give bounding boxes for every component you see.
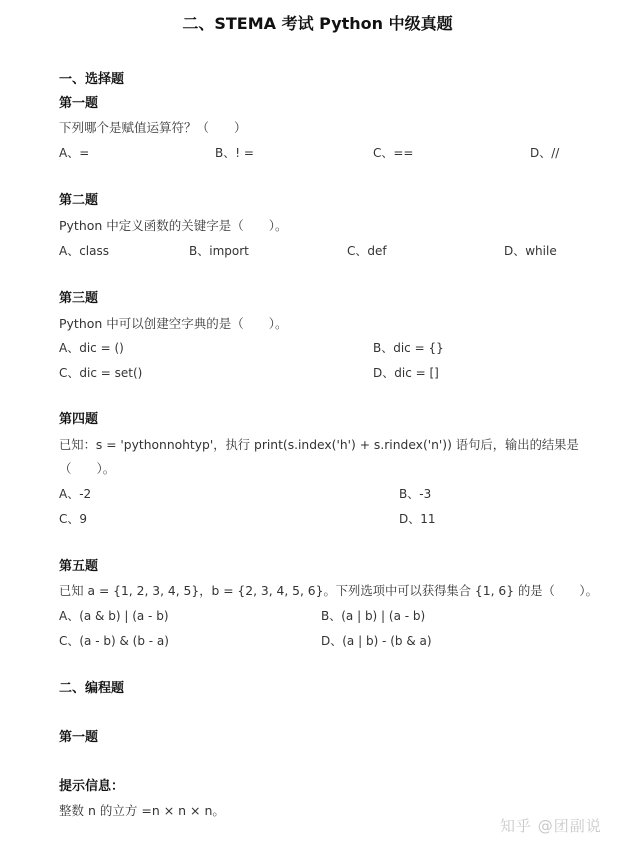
option-a: A、(a & b) | (a - b) — [59, 609, 169, 623]
question-stem: Python 中可以创建空字典的是（ ）。 — [59, 316, 288, 331]
option-c: C、== — [373, 146, 414, 160]
option-b: B、! = — [215, 146, 254, 160]
hint-text: 整数 n 的立方 =n × n × n。 — [59, 803, 225, 818]
option-a: A、dic = () — [59, 341, 124, 355]
option-b: B、dic = {} — [373, 341, 444, 355]
question-label: 第四题 — [59, 412, 99, 427]
option-d: D、11 — [399, 512, 436, 526]
option-c: C、(a - b) & (b - a) — [59, 634, 169, 648]
hint-label: 提示信息： — [59, 779, 125, 794]
option-a: A、-2 — [59, 487, 92, 501]
question-stem: Python 中定义函数的关键字是（ ）。 — [59, 218, 288, 233]
question-label: 第五题 — [59, 559, 99, 574]
option-a: A、= — [59, 146, 90, 160]
question-stem: 已知 a = {1, 2, 3, 4, 5}，b = {2, 3, 4, 5, 6}。下列选项中可以获得集合 {1, 6} 的是（ ）。 — [59, 584, 598, 598]
option-b: B、-3 — [399, 487, 432, 501]
question-label: 第一题 — [59, 96, 99, 111]
option-c: C、dic = set() — [59, 366, 143, 380]
watermark: 知乎 @团副说 — [500, 817, 602, 835]
question-label: 第二题 — [59, 193, 99, 208]
option-d: D、// — [530, 146, 560, 160]
section-heading-programming: 二、编程题 — [59, 681, 125, 696]
option-d: D、dic = [] — [373, 366, 439, 380]
option-d: D、(a | b) - (b & a) — [321, 634, 432, 648]
option-b: B、(a | b) | (a - b) — [321, 609, 426, 623]
option-b: B、import — [189, 244, 249, 258]
option-a: A、class — [59, 244, 109, 258]
question-label: 第三题 — [59, 291, 99, 306]
document-title: 二、STEMA 考试 Python 中级真题 — [182, 14, 453, 33]
question-stem-line2: （ ）。 — [59, 461, 116, 476]
question-stem-line1: 已知：s = 'pythonnohtyp'，执行 print(s.index('h') + s.rindex('n')) 语句后，输出的结果是 — [59, 438, 579, 452]
option-c: C、9 — [59, 512, 88, 526]
section-heading-choice: 一、选择题 — [59, 72, 125, 87]
option-c: C、def — [347, 244, 387, 258]
option-d: D、while — [504, 244, 557, 258]
question-stem: 下列哪个是赋值运算符？（ ） — [59, 120, 247, 135]
programming-question-label: 第一题 — [59, 730, 99, 745]
